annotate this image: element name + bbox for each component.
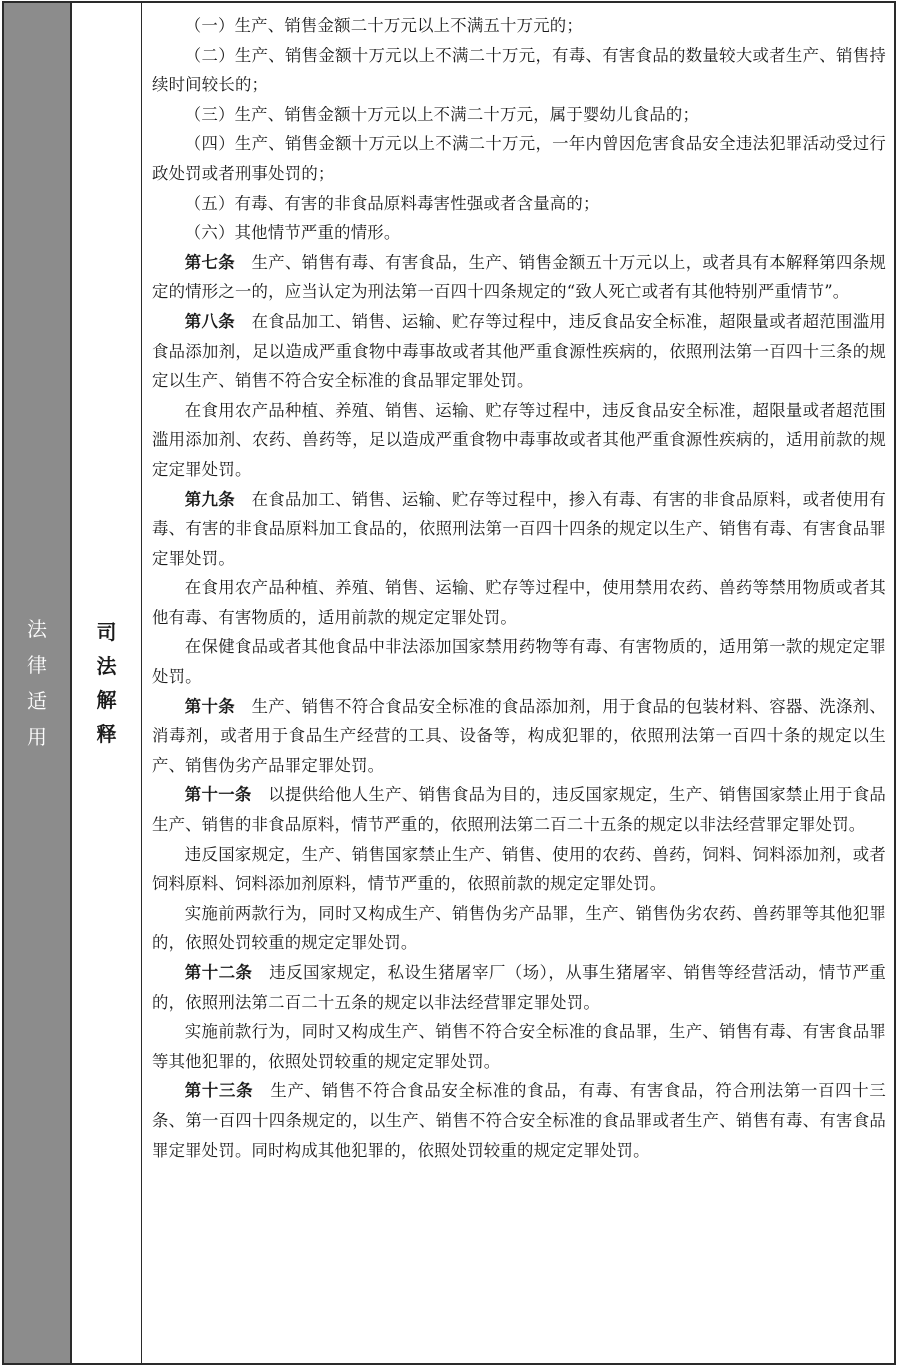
paragraph-text: 违反国家规定，生产、销售国家禁止生产、销售、使用的农药、兽药，饲料、饲料添加剂，或者饲料原料、饲料添加剂原料，情节严重的，依照前款的规定定罪处罚。 (152, 844, 886, 894)
paragraph-text: 在食品加工、销售、运输、贮存等过程中，违反食品安全标准，超限量或者超范围滥用食品添加剂，足以造成严重食物中毒事故或者其他严重食源性疾病的，依照刑法第一百四十三条的规定以生产、销售不符合安全标准的食品罪定罪处罚。 (152, 311, 886, 391)
paragraph (152, 692, 886, 781)
paragraph-text: （三）生产、销售金额十万元以上不满二十万元，属于婴幼儿食品的； (184, 104, 700, 124)
paragraph-text: （六）其他情节严重的情形。 (184, 223, 401, 243)
paragraph-text: （五）有毒、有害的非食品原料毒害性强或者含量高的； (184, 193, 600, 213)
paragraph-text: 以提供给他人生产、销售食品为目的，违反国家规定，生产、销售国家禁止用于食品生产、销售的非食品原料，情节严重的，依照刑法第二百二十五条的规定以非法经营罪定罪处罚。 (152, 785, 886, 835)
subcategory-label: 司法解释 (96, 620, 117, 746)
paragraph (152, 41, 886, 100)
paragraph-text: 生产、销售不符合食品安全标准的食品添加剂，用于食品的包装材料、容器、洗涤剂、消毒剂，或者用于食品生产经营的工具、设备等，构成犯罪的，依照刑法第一百四十条的规定以生产、销售伪劣产品罪定罪处罚。 (152, 696, 886, 775)
paragraph (152, 1017, 886, 1076)
paragraph (152, 100, 886, 130)
paragraph (152, 307, 886, 396)
paragraph (152, 840, 886, 899)
paragraph (152, 189, 886, 219)
paragraph-text: 生产、销售不符合食品安全标准的食品，有毒、有害食品，符合刑法第一百四十三条、第一百四十四条规定的，以生产、销售不符合安全标准的食品罪或者生产、销售有毒、有害食品罪定罪处罚。同时构成其他犯罪的，依照处罚较重的规定定罪处罚。 (152, 1081, 886, 1160)
article-number: 第十三条 (184, 1081, 254, 1101)
paragraph-text: 实施前款行为，同时又构成生产、销售不符合安全标准的食品罪，生产、销售有毒、有害食品罪等其他犯罪的，依照处罚较重的规定定罪处罚。 (152, 1022, 886, 1071)
paragraph-text: （一）生产、销售金额二十万元以上不满五十万元的； (184, 16, 583, 35)
paragraph (152, 129, 886, 188)
paragraph-text: 违反国家规定，私设生猪屠宰厂（场），从事生猪屠宰、销售等经营活动，情节严重的，依照刑法第二百二十五条的规定以非法经营罪定罪处罚。 (152, 963, 886, 1012)
article-number: 第十二条 (184, 963, 253, 982)
paragraph-text: 实施前两款行为，同时又构成生产、销售伪劣产品罪，生产、销售伪劣农药、兽药罪等其他犯罪的，依照处罚较重的规定定罪处罚。 (152, 903, 886, 953)
article-number: 第八条 (184, 311, 235, 331)
article-number: 第七条 (184, 252, 235, 272)
article-number: 第九条 (184, 489, 235, 509)
paragraph (152, 218, 886, 248)
paragraph (152, 958, 886, 1017)
article-number: 第十一条 (184, 785, 252, 805)
document-page (2, 1, 896, 1365)
article-number: 第十条 (184, 696, 235, 716)
paragraph (152, 11, 886, 41)
paragraph-text: （二）生产、销售金额十万元以上不满二十万元，有毒、有害食品的数量较大或者生产、销售持续时间较长的； (152, 45, 886, 95)
paragraph (152, 396, 886, 485)
paragraph (152, 1076, 886, 1165)
paragraph-text: 在保健食品或者其他食品中非法添加国家禁用药物等有毒、有害物质的，适用第一款的规定定罪处罚。 (152, 637, 886, 687)
paragraph-text: 在食用农产品种植、养殖、销售、运输、贮存等过程中，违反食品安全标准，超限量或者超范围滥用添加剂、农药、兽药等，足以造成严重食物中毒事故或者其他严重食源性疾病的，适用前款的规定定罪处罚。 (152, 400, 886, 479)
paragraph (152, 573, 886, 632)
paragraph (152, 632, 886, 691)
paragraph (152, 485, 886, 574)
category-cell (4, 3, 72, 1363)
paragraph-text: 在食用农产品种植、养殖、销售、运输、贮存等过程中，使用禁用农药、兽药等禁用物质或者其他有毒、有害物质的，适用前款的规定定罪处罚。 (152, 578, 886, 627)
subcategory-cell (72, 3, 142, 1363)
paragraph-text: 在食品加工、销售、运输、贮存等过程中，掺入有毒、有害的非食品原料，或者使用有毒、有害的非食品原料加工食品的，依照刑法第一百四十四条的规定以生产、销售有毒、有害食品罪定罪处罚。 (152, 489, 886, 568)
paragraph-text: 生产、销售有毒、有害食品，生产、销售金额五十万元以上，或者具有本解释第四条规定的情形之一的，应当认定为刑法第一百四十四条规定的“致人死亡或者有其他特别严重情节”。 (152, 252, 886, 302)
category-label: 法律适用 (27, 617, 47, 749)
paragraph-text: （四）生产、销售金额十万元以上不满二十万元，一年内曾因危害食品安全违法犯罪活动受过行政处罚或者刑事处罚的； (152, 134, 886, 183)
paragraph (152, 780, 886, 839)
paragraph (152, 248, 886, 307)
paragraph (152, 899, 886, 958)
document-body (142, 3, 894, 1363)
